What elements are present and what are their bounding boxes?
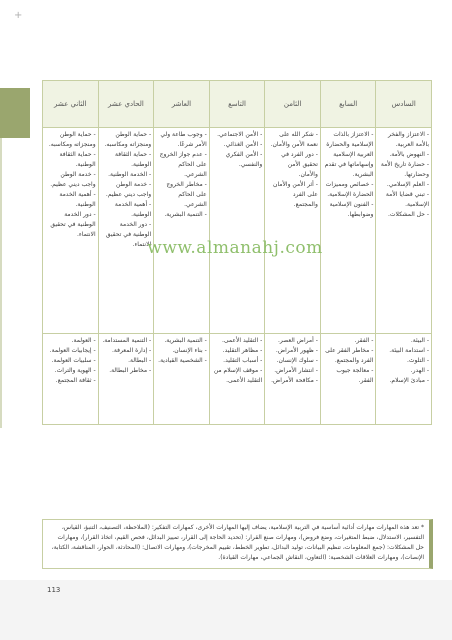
cell-item: - حماية الوطن ومنجزاته ومكاسبه. [104,131,152,148]
cell-item: - حل المشكلات. [388,211,429,218]
cell-item: - معالجة جيوب الفقر. [336,367,374,385]
cell-item: - التلوث. [406,357,429,365]
cell-item: - الهدر. [410,367,429,375]
table-cell [376,128,432,334]
cell-item: - بناء الإنسان. [172,347,207,355]
skills-note-text: * تعد هذه المهارات مهارات أدائية أساسية في التربية الإسلامية، يضاف إليها المهارات الأخرى، كمهارات التفكير: (الملاحظة، التصنيف، التنبؤ، القياس، التفسير، الاستدلال، ضبط المتغيرات، وضع فروض)، ومهارات صنع القرار: (تحديد الحاجة إلى القرار، تمييز البدائل، فحص القيم، اتخاذ القرار)، ومهارات حل المشكلات: (جمع المعلومات، تنظيم البيانات، توليد البدائل، تطوير الخطط، تقييم المخرجات)، ومهارات الاتصال: (المحادثة، الحوار، المناقشة، الكتابة، الإنصات)، ومهارات العلاقات الشخصية: (التعاون، النقاش الجماعي، مهارات القيادة). [51,524,424,561]
cell-item: - دور الخدمة الوطنية في تحقيق الانتماء. [105,221,152,248]
cell-item: - الفقر. [354,337,374,345]
cell-item: - مبادئ الإسلام. [389,377,429,385]
crop-mark: + [14,10,23,21]
cell-item: - دور الفرد في تحقيق الأمن والأمان. [281,151,318,178]
cell-item: - الاعتزاز والفخر بالأمة العربية. [388,131,429,148]
grade-11-header: الحادي عشر [98,81,154,128]
table-row [43,128,432,334]
cell-item: - استدامة البيئة. [389,347,429,355]
cell-item: - خدمة الوطن واجب ديني عظيم. [50,171,96,188]
table-cell [209,128,265,334]
cell-item: - الفنون الإسلامية وضوابطها. [329,201,374,218]
grade-6-header: السادس [376,81,432,128]
cell-item: - أمراض العصر. [277,337,318,345]
cell-item: - العولمة. [71,337,96,345]
cell-item: - التنمية المستدامة. [102,337,152,345]
grade-7-header: السابع [320,81,376,128]
side-margin-line [0,88,2,428]
cell-item: - عدم جواز الخروج على الحاكم الشرعي. [159,151,207,178]
page-bottom-band [0,580,452,640]
cell-item: - ثقافة المجتمع. [55,377,96,385]
table-cell [43,334,99,425]
table-cell [320,128,376,334]
cell-item: - أسباب التقليد. [223,357,263,365]
cell-item: - أثر الأمن والأمان على الفرد والمجتمع. [273,181,318,208]
cell-item: - التقليد الأعمى. [222,337,263,345]
cell-item: - إدارة المعرفة. [112,347,152,355]
cell-item: - انتشار الأمراض. [274,367,318,375]
cell-item: - الخدمة الوطنية. [108,171,152,178]
table-cell [43,128,99,334]
cell-item: - موقف الإسلام من التقليد الأعمى. [213,367,263,385]
grade-10-header: العاشر [154,81,210,128]
cell-item: - تبني قضايا الأمة الإسلامية. [385,191,429,208]
cell-item: - الأمن الفكري والنفسي. [225,151,263,168]
table-cell [265,334,321,425]
cell-item: - شكر الله على نعمة الأمن والأمان. [270,131,318,148]
grade-9-header: التاسع [209,81,265,128]
cell-item: - مظاهر التقليد. [222,347,263,355]
table-cell [154,334,210,425]
side-tab-marker [0,88,30,138]
grade-12-header: الثاني عشر [43,81,99,128]
cell-item: - وجوب طاعة ولي الأمر شرعًا. [160,131,207,148]
cell-item: - دور الخدمة الوطنية في تحقيق الانتماء. [50,211,96,238]
table-cell [98,334,154,425]
table-cell [98,128,154,334]
cell-item: - سلبيات العولمة. [51,357,96,365]
grade-8-header: الثامن [265,81,321,128]
cell-item: - خصائص ومميزات الحضارة الإسلامية. [325,181,374,198]
cell-item: - حماية الثقافة الوطنية. [59,151,96,168]
cell-item: - حضارة تاريخ الأمة وحضارتها. [380,161,429,178]
cell-item: - الأمن الغذائي. [223,141,263,148]
cell-item: - التنمية البشرية. [164,211,207,218]
cell-item: - مخاطر الفقر على الفرد والمجتمع. [325,347,374,365]
table-cell [154,128,210,334]
grade-header-row [43,81,432,128]
cell-item: - مخاطر البطالة. [109,367,152,375]
table-cell [265,128,321,334]
cell-item: - إيجابيات العولمة. [49,347,96,355]
cell-item: - الشخصية القيادية. [158,357,207,365]
table-cell [209,334,265,425]
cell-item: - مكافحة الأمراض. [271,377,318,385]
cell-item: - مخاطر الخروج على الحاكم الشرعي. [166,181,207,208]
cell-item: - العلم الإسلامي. [386,181,429,188]
cell-item: - ظهور الأمراض. [275,347,318,355]
cell-item: - الأمن الاجتماعي. [217,131,263,138]
cell-item: - التنمية البشرية. [164,337,207,345]
cell-item: - النهوض بالأمة. [389,151,429,158]
cell-item: - حماية الوطن ومنجزاته ومكاسبه. [48,131,96,148]
cell-item: - البيئة. [410,337,429,345]
cell-item: - خدمة الوطن واجب ديني عظيم. [105,181,152,198]
cell-item: - أهمية الخدمة الوطنية. [114,201,152,218]
skills-note [42,519,433,569]
cell-item: - سلوك الإنسان. [276,357,318,365]
table-cell [320,334,376,425]
cell-item: - الاعتزاز بالذات الإسلامية والحضارة العربية الإسلامية وإسهاماتها في تقدم البشرية. [324,131,374,178]
cell-item: - الهوية والتراث. [54,367,96,375]
cell-item: - حماية الثقافة الوطنية. [115,151,152,168]
page-number: 113 [47,586,61,594]
watermark-url: www.almanahj.com [147,238,323,258]
cell-item: - أهمية الخدمة الوطنية. [59,191,96,208]
table-cell [376,334,432,425]
cell-item: - البطالة. [128,357,152,365]
table-row [43,334,432,425]
